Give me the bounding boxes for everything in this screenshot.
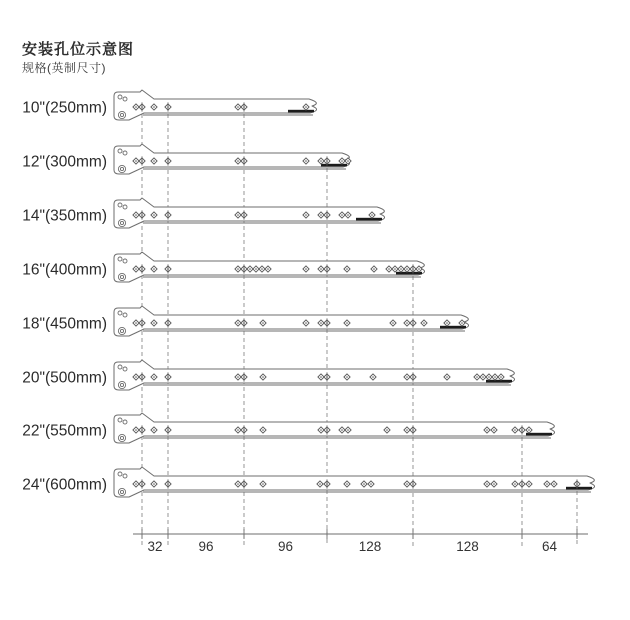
mounting-hole-center xyxy=(486,429,488,431)
rail-stop-bar xyxy=(526,433,552,436)
mounting-hole-center xyxy=(388,268,390,270)
mounting-hole-center xyxy=(305,268,307,270)
mounting-hole-center xyxy=(249,268,251,270)
mounting-hole-center xyxy=(237,214,239,216)
mounting-hole-center xyxy=(135,376,137,378)
rail-22in xyxy=(114,413,555,443)
mounting-hole-center xyxy=(305,214,307,216)
mounting-hole-center xyxy=(153,214,155,216)
mounting-hole-center xyxy=(392,322,394,324)
rail-20in xyxy=(114,360,515,390)
dimension-label: 32 xyxy=(147,539,163,554)
dimension-label: 64 xyxy=(541,539,558,554)
mounting-hole-center xyxy=(346,322,348,324)
mounting-hole-center xyxy=(406,429,408,431)
mounting-hole-center xyxy=(305,322,307,324)
mounting-hole-center xyxy=(153,376,155,378)
mounting-hole-center xyxy=(400,268,402,270)
mounting-hole-center xyxy=(406,322,408,324)
rail-stop-bar xyxy=(288,110,314,113)
mounting-hole-center xyxy=(135,106,137,108)
rail-24in xyxy=(114,467,595,497)
mounting-hole-center xyxy=(237,429,239,431)
rail-label: 22"(550mm) xyxy=(22,422,107,440)
mounting-hole-center xyxy=(153,483,155,485)
mounting-hole-center xyxy=(135,214,137,216)
mounting-hole-center xyxy=(423,322,425,324)
mounting-hole-center xyxy=(346,376,348,378)
rail-label: 20"(500mm) xyxy=(22,369,107,387)
mounting-hole-center xyxy=(153,106,155,108)
mounting-hole-center xyxy=(262,322,264,324)
mounting-hole-center xyxy=(446,376,448,378)
rail-12in xyxy=(114,144,351,174)
rail-14in xyxy=(114,198,385,228)
mounting-hole-center xyxy=(406,376,408,378)
mounting-hole-center xyxy=(373,268,375,270)
mounting-hole-center xyxy=(553,483,555,485)
mounting-hole-center xyxy=(255,268,257,270)
mounting-hole-center xyxy=(346,483,348,485)
dimension-label: 96 xyxy=(198,539,214,554)
mounting-hole-center xyxy=(320,214,322,216)
rail-label: 16"(400mm) xyxy=(22,261,107,279)
mounting-hole-center xyxy=(370,483,372,485)
dimension-label: 96 xyxy=(277,539,294,554)
mounting-hole-center xyxy=(347,160,349,162)
mounting-hole-center xyxy=(320,322,322,324)
mounting-hole-center xyxy=(237,268,239,270)
mounting-hole-center xyxy=(305,106,307,108)
rail-outline xyxy=(114,360,515,390)
mounting-hole-center xyxy=(394,268,396,270)
mounting-hole-center xyxy=(262,376,264,378)
mounting-hole-center xyxy=(461,322,463,324)
rail-stop-bar xyxy=(566,487,592,490)
rail-stop-bar xyxy=(486,380,512,383)
mounting-hole-center xyxy=(500,376,502,378)
dimension-label: 128 xyxy=(456,539,479,554)
page-title: 安装孔位示意图 xyxy=(22,41,135,58)
mounting-hole-center xyxy=(153,322,155,324)
mounting-hole-center xyxy=(261,268,263,270)
rail-label: 12"(300mm) xyxy=(22,153,107,171)
rail-outline xyxy=(114,144,350,174)
mounting-hole-center xyxy=(346,268,348,270)
page-subtitle: 规格(英制尺寸) xyxy=(22,61,106,75)
mounting-hole-center xyxy=(418,268,420,270)
mounting-hole-center xyxy=(135,429,137,431)
rail-label: 24"(600mm) xyxy=(22,476,107,494)
mounting-hole-center xyxy=(237,106,239,108)
mounting-hole-center xyxy=(528,483,530,485)
mounting-hole-center xyxy=(267,268,269,270)
mounting-hole-center xyxy=(493,483,495,485)
mounting-hole-center xyxy=(446,322,448,324)
mounting-hole-center xyxy=(494,376,496,378)
mounting-hole-center xyxy=(386,429,388,431)
mounting-hole-center xyxy=(320,268,322,270)
mounting-hole-center xyxy=(347,429,349,431)
mounting-hole-center xyxy=(372,376,374,378)
mounting-hole-center xyxy=(371,214,373,216)
rail-stop-bar xyxy=(321,164,347,167)
mounting-hole-center xyxy=(237,376,239,378)
mounting-hole-center xyxy=(493,429,495,431)
mounting-hole-center xyxy=(363,483,365,485)
rail-18in xyxy=(114,306,469,336)
mounting-hole-center xyxy=(237,160,239,162)
mounting-hole-center xyxy=(406,483,408,485)
rail-label: 10"(250mm) xyxy=(22,99,107,117)
mounting-hole-center xyxy=(486,483,488,485)
rail-outline xyxy=(114,90,317,120)
mounting-hole-center xyxy=(341,429,343,431)
mounting-hole-center xyxy=(482,376,484,378)
rail-16in xyxy=(114,252,425,282)
mounting-hole-center xyxy=(319,483,321,485)
mounting-hole-center xyxy=(135,268,137,270)
mounting-hole-center xyxy=(476,376,478,378)
mounting-hole-center xyxy=(320,429,322,431)
rail-stop-bar xyxy=(396,272,422,275)
mounting-hole-center xyxy=(153,429,155,431)
mounting-hole-center xyxy=(135,160,137,162)
mounting-hole-center xyxy=(406,268,408,270)
mounting-hole-center xyxy=(153,160,155,162)
rail-10in xyxy=(114,90,317,120)
mounting-hole-center xyxy=(514,483,516,485)
mounting-hole-center xyxy=(262,429,264,431)
rail-stop-bar xyxy=(356,218,382,221)
mounting-hole-center xyxy=(488,376,490,378)
mounting-hole-center xyxy=(305,160,307,162)
mounting-hole-center xyxy=(262,483,264,485)
mounting-hole-center xyxy=(514,429,516,431)
mounting-hole-center xyxy=(237,322,239,324)
mounting-hole-center xyxy=(320,160,322,162)
mounting-hole-center xyxy=(546,483,548,485)
rail-label: 18"(450mm) xyxy=(22,315,107,333)
rail-label: 14"(350mm) xyxy=(22,207,107,225)
mounting-hole-center xyxy=(237,483,239,485)
mounting-hole-center xyxy=(341,214,343,216)
mounting-hole-center xyxy=(135,322,137,324)
mounting-hole-center xyxy=(528,429,530,431)
mounting-hole-center xyxy=(347,214,349,216)
mounting-hole-center xyxy=(320,376,322,378)
mounting-hole-center xyxy=(153,268,155,270)
mounting-hole-center xyxy=(341,160,343,162)
dimension-axis xyxy=(133,529,588,554)
dimension-label: 128 xyxy=(358,539,382,554)
mounting-hole-center xyxy=(135,483,137,485)
